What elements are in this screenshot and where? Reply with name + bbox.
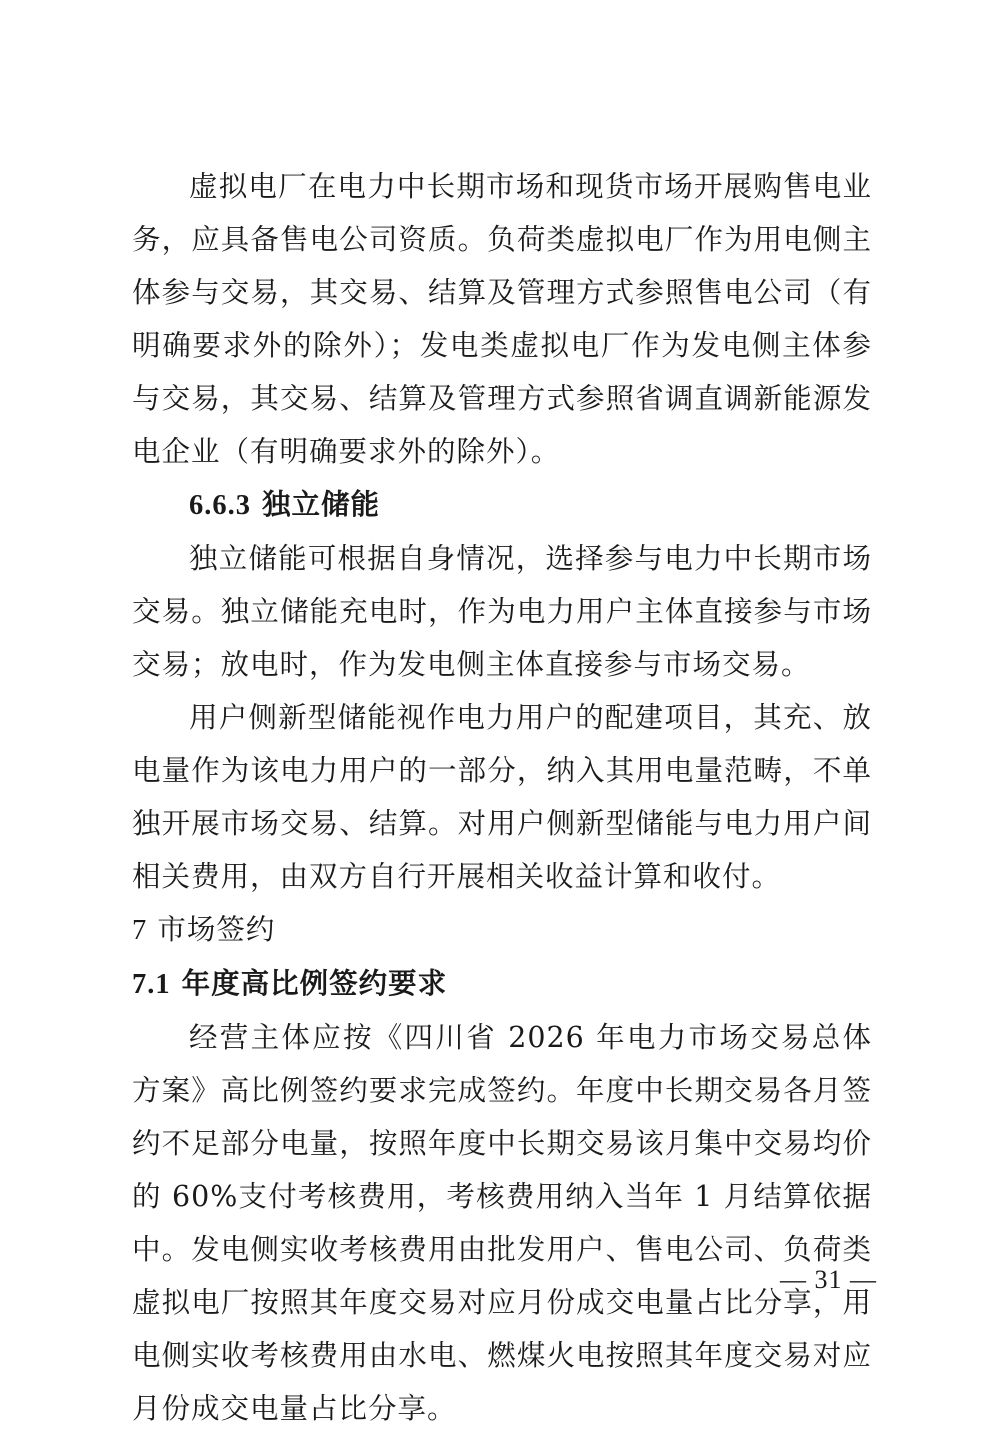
paragraph-user-side-storage: 用户侧新型储能视作电力用户的配建项目，其充、放电量作为该电力用户的一部分，纳入其用电量范畴，不单独开展市场交易、结算。对用户侧新型储能与电力用户间相关费用，由双方自行开展相关收益计算和收付。	[132, 701, 872, 893]
paragraph-virtual-power-plant: 虚拟电厂在电力中长期市场和现货市场开展购售电业务，应具备售电公司资质。负荷类虚拟电厂作为用电侧主体参与交易，其交易、结算及管理方式参照售电公司（有明确要求外的除外）；发电类虚拟电厂作为发电侧主体参与交易，其交易、结算及管理方式参照省调直调新能源发电企业（有明确要求外的除外）。	[132, 170, 872, 468]
heading-7	[132, 903, 872, 957]
heading-number: 7.1	[132, 969, 171, 1000]
heading-6-6-3	[132, 478, 872, 532]
heading-number: 7	[132, 915, 148, 946]
heading-number: 6.6.3	[189, 490, 251, 521]
page-number: — 31 —	[780, 1265, 877, 1294]
heading-7-1	[132, 957, 872, 1011]
heading-title: 独立储能	[261, 487, 380, 521]
paragraph-independent-storage: 独立储能可根据自身情况，选择参与电力中长期市场交易。独立储能充电时，作为电力用户主体直接参与市场交易；放电时，作为发电侧主体直接参与市场交易。	[132, 542, 872, 681]
heading-title: 市场签约	[157, 913, 276, 946]
paragraph-annual-contract-requirement: 经营主体应按《四川省 2026 年电力市场交易总体方案》高比例签约要求完成签约。年度中长期交易各月签约不足部分电量，按照年度中长期交易该月集中交易均价的 60%支付考核费用，考核费用纳入当年 1 月结算依据中。发电侧实收考核费用由批发用户、售电公司、负荷类虚拟电厂按照其年度交易对应月份成交电量占比分享，用电侧实收考核费用由水电、燃煤火电按照其年度交易对应月份成交电量占比分享。	[132, 1021, 872, 1425]
document-body	[132, 160, 872, 1435]
heading-title: 年度高比例签约要求	[181, 966, 448, 1000]
